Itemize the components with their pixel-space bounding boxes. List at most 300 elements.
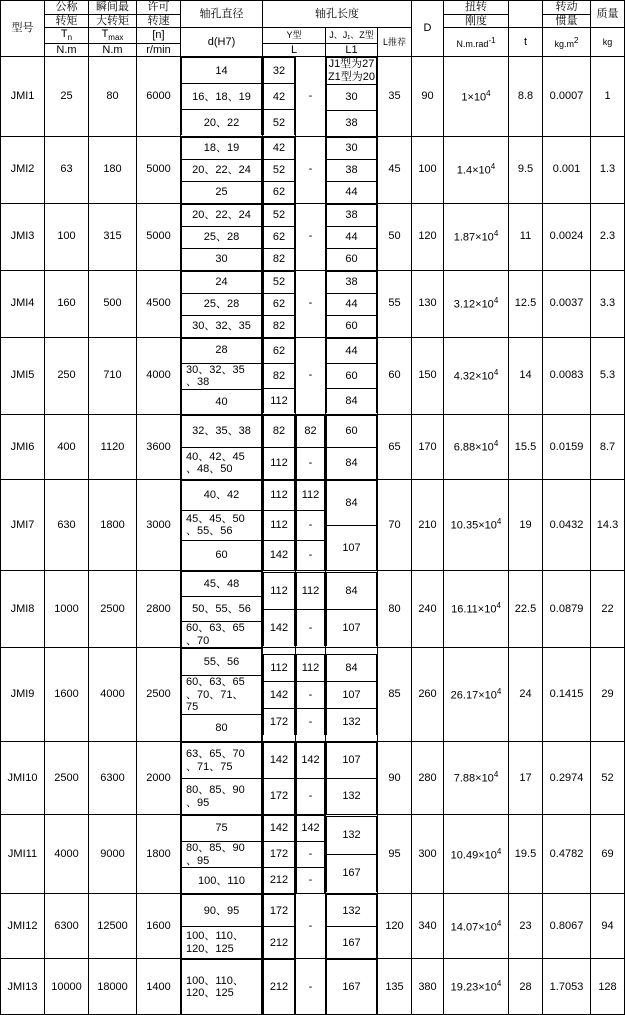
cell-L1-values bbox=[326, 270, 378, 337]
cell-L1-values bbox=[326, 57, 378, 136]
th-speed-l2: 转速 bbox=[137, 14, 181, 28]
cell-inertia: 0.0007 bbox=[543, 57, 591, 136]
L1-value: 38 bbox=[327, 271, 377, 293]
cell-t: 19 bbox=[509, 479, 543, 570]
bore-diameter-value: 100、110、 120、125 bbox=[182, 927, 262, 959]
th-speed-l1: 许可 bbox=[137, 1, 181, 15]
cell-bore-diameters bbox=[181, 270, 263, 337]
cell-speed: 2800 bbox=[137, 570, 181, 647]
th-speed-unit: r/min bbox=[137, 43, 181, 57]
cell-max-torque: 2500 bbox=[89, 570, 137, 647]
th-t-symbol: t bbox=[509, 28, 543, 57]
L-value: 52 bbox=[264, 271, 295, 293]
table-row bbox=[1, 894, 625, 959]
L1-value: 84 bbox=[327, 480, 377, 525]
cell-L-values bbox=[263, 959, 296, 1015]
bore-diameter-value: 50、55、56 bbox=[182, 596, 262, 621]
cell-speed: 4000 bbox=[137, 337, 181, 414]
L1-value: 84 bbox=[327, 447, 377, 479]
th-tn-symbol: $T_n$ bbox=[45, 28, 89, 43]
cell-model: JMI1 bbox=[1, 57, 45, 136]
th-mass-unit: kg bbox=[591, 28, 625, 57]
cell-stiffness: $4.32\times 10^4$ bbox=[444, 337, 509, 414]
cell-bore-diameters bbox=[181, 815, 263, 894]
bore-diameter-value: 20、22、24 bbox=[182, 159, 262, 181]
L1-value: 84 bbox=[327, 655, 377, 682]
cell-L1-values bbox=[326, 648, 378, 742]
cell-mass: 3.3 bbox=[591, 270, 625, 337]
cell-L-values bbox=[263, 648, 296, 742]
cell-inertia: 0.4782 bbox=[543, 815, 591, 894]
L-value: 112 bbox=[264, 655, 295, 682]
J-value: 82 bbox=[297, 415, 325, 447]
cell-speed: 2000 bbox=[137, 742, 181, 815]
cell-L-recommend: 60 bbox=[378, 337, 412, 414]
cell-max-torque: 18000 bbox=[89, 959, 137, 1015]
cell-model: JMI11 bbox=[1, 815, 45, 894]
cell-stiffness: $1.4\times 10^4$ bbox=[444, 136, 509, 203]
cell-nominal-torque: 160 bbox=[45, 270, 89, 337]
bore-diameter-value: 45、48 bbox=[182, 571, 262, 596]
L-value: 112 bbox=[264, 389, 295, 414]
cell-inertia: 0.1415 bbox=[543, 648, 591, 742]
L-value: 212 bbox=[264, 960, 295, 1015]
J-value: - bbox=[297, 540, 325, 570]
cell-stiffness: $1\times 10^4$ bbox=[444, 57, 509, 136]
cell-L-values bbox=[263, 479, 296, 570]
L1-value: 167 bbox=[327, 960, 377, 1015]
cell-stiffness: $16.11\times 10^4$ bbox=[444, 570, 509, 647]
cell-J-values: - bbox=[296, 959, 326, 1015]
cell-max-torque: 80 bbox=[89, 57, 137, 136]
bore-diameter-value: 16、18、19 bbox=[182, 84, 262, 110]
cell-L1-values bbox=[326, 742, 378, 815]
cell-nominal-torque: 630 bbox=[45, 479, 89, 570]
cell-stiffness: $10.49\times 10^4$ bbox=[444, 815, 509, 894]
L-value: 142 bbox=[264, 540, 295, 570]
cell-model: JMI7 bbox=[1, 479, 45, 570]
table-row bbox=[1, 414, 625, 479]
L-value: 142 bbox=[264, 816, 295, 842]
cell-D: 260 bbox=[412, 648, 444, 742]
th-mass-l1: 质量 bbox=[591, 1, 625, 28]
th-stiffness-l2: 刚度 bbox=[444, 14, 509, 28]
cell-stiffness: $6.88\times 10^4$ bbox=[444, 414, 509, 479]
cell-t: 14 bbox=[509, 337, 543, 414]
L1-value: 60 bbox=[327, 248, 377, 270]
L1-value: 132 bbox=[327, 779, 377, 815]
cell-speed: 1600 bbox=[137, 894, 181, 959]
cell-L-values bbox=[263, 337, 296, 414]
L-value: 172 bbox=[264, 779, 295, 815]
J-value: 112 bbox=[297, 480, 325, 510]
bore-diameter-value: 40、42、45 、48、50 bbox=[182, 447, 262, 479]
L1-value: 60 bbox=[327, 315, 377, 337]
table-row bbox=[1, 479, 625, 570]
L1-value: 44 bbox=[327, 181, 377, 203]
bore-diameter-value: 80、85、90 、95 bbox=[182, 779, 262, 815]
table-row bbox=[1, 648, 625, 742]
bore-diameter-value: 18、19 bbox=[182, 137, 262, 159]
cell-L-values bbox=[263, 203, 296, 270]
cell-bore-diameters bbox=[181, 894, 263, 959]
cell-inertia: 1.7053 bbox=[543, 959, 591, 1015]
cell-L1-values bbox=[326, 570, 378, 647]
th-speed-symbol: [n] bbox=[137, 28, 181, 43]
cell-model: JMI12 bbox=[1, 894, 45, 959]
cell-inertia: 0.2974 bbox=[543, 742, 591, 815]
L-value: 82 bbox=[264, 315, 295, 337]
L-value: 52 bbox=[264, 159, 295, 181]
th-max-torque-l1: 瞬间最 bbox=[89, 1, 137, 15]
cell-speed: 3000 bbox=[137, 479, 181, 570]
bore-diameter-value: 40 bbox=[182, 389, 262, 414]
L1-value: 167 bbox=[327, 855, 377, 893]
cell-D: 240 bbox=[412, 570, 444, 647]
th-inertia-unit: kg.m2 bbox=[543, 28, 591, 57]
bore-diameter-value: 25、28 bbox=[182, 226, 262, 248]
cell-t: 8.8 bbox=[509, 57, 543, 136]
cell-L-recommend: 45 bbox=[378, 136, 412, 203]
cell-max-torque: 9000 bbox=[89, 815, 137, 894]
cell-t: 22.5 bbox=[509, 570, 543, 647]
cell-bore-diameters bbox=[181, 570, 263, 647]
L1-value: 44 bbox=[327, 226, 377, 248]
cell-stiffness: $26.17\times 10^4$ bbox=[444, 648, 509, 742]
L-value: 212 bbox=[264, 927, 295, 959]
cell-mass: 8.7 bbox=[591, 414, 625, 479]
bore-diameter-value: 30、32、35 、38 bbox=[182, 363, 262, 389]
L-value: 62 bbox=[264, 293, 295, 315]
J-value: 142 bbox=[297, 816, 325, 842]
cell-nominal-torque: 4000 bbox=[45, 815, 89, 894]
th-t-blank bbox=[509, 1, 543, 28]
bore-diameter-value: 60、63、65 、70、71、 75 bbox=[182, 676, 262, 715]
bore-diameter-value: 63、65、70 、71、75 bbox=[182, 743, 262, 779]
L-value: 142 bbox=[264, 610, 295, 647]
cell-bore-diameters bbox=[181, 959, 263, 1015]
cell-inertia: 0.8067 bbox=[543, 894, 591, 959]
cell-mass: 14.3 bbox=[591, 479, 625, 570]
bore-diameter-value: 20、22 bbox=[182, 110, 262, 136]
L1-value: 60 bbox=[327, 415, 377, 447]
cell-speed: 6000 bbox=[137, 57, 181, 136]
cell-mass: 2.3 bbox=[591, 203, 625, 270]
cell-stiffness: $7.88\times 10^4$ bbox=[444, 742, 509, 815]
table-row bbox=[1, 337, 625, 414]
cell-J-values: - bbox=[296, 894, 326, 959]
cell-L1-values bbox=[326, 815, 378, 894]
J-value: - bbox=[297, 842, 325, 868]
J-value: - bbox=[297, 709, 325, 736]
cell-J-values bbox=[296, 815, 326, 894]
cell-bore-diameters bbox=[181, 414, 263, 479]
cell-D: 280 bbox=[412, 742, 444, 815]
cell-nominal-torque: 1000 bbox=[45, 570, 89, 647]
L-value: 112 bbox=[264, 480, 295, 510]
th-bore-length: 轴孔长度 bbox=[263, 1, 412, 28]
cell-t: 9.5 bbox=[509, 136, 543, 203]
cell-mass: 5.3 bbox=[591, 337, 625, 414]
cell-nominal-torque: 400 bbox=[45, 414, 89, 479]
cell-t: 12.5 bbox=[509, 270, 543, 337]
cell-L-recommend: 85 bbox=[378, 648, 412, 742]
cell-D: 150 bbox=[412, 337, 444, 414]
cell-nominal-torque: 100 bbox=[45, 203, 89, 270]
L1-value: J1型为27 Z1型为20 bbox=[327, 58, 376, 83]
cell-D: 120 bbox=[412, 203, 444, 270]
th-model: 型号 bbox=[1, 1, 45, 57]
L1-value: 30 bbox=[327, 137, 377, 159]
cell-max-torque: 710 bbox=[89, 337, 137, 414]
cell-speed: 5000 bbox=[137, 203, 181, 270]
cell-max-torque: 4000 bbox=[89, 648, 137, 742]
L1-value: 30 bbox=[327, 84, 377, 110]
J-value: 142 bbox=[297, 743, 325, 779]
cell-D: 90 bbox=[412, 57, 444, 136]
table-row bbox=[1, 742, 625, 815]
cell-L1-values bbox=[326, 414, 378, 479]
J-value: - bbox=[297, 610, 325, 647]
table-row bbox=[1, 203, 625, 270]
cell-max-torque: 180 bbox=[89, 136, 137, 203]
cell-speed: 5000 bbox=[137, 136, 181, 203]
cell-L-values bbox=[263, 136, 296, 203]
cell-mass: 22 bbox=[591, 570, 625, 647]
cell-bore-diameters bbox=[181, 742, 263, 815]
th-D: D bbox=[412, 1, 444, 57]
cell-t: 11 bbox=[509, 203, 543, 270]
cell-max-torque: 6300 bbox=[89, 742, 137, 815]
L-value: 172 bbox=[264, 842, 295, 868]
th-bore-d-h7: d(H7) bbox=[181, 28, 263, 57]
table-row bbox=[1, 270, 625, 337]
L1-value: 107 bbox=[327, 682, 377, 709]
cell-D: 340 bbox=[412, 894, 444, 959]
cell-L-values bbox=[263, 414, 296, 479]
th-l-recommend: L推荐 bbox=[378, 28, 412, 57]
table-body bbox=[1, 57, 625, 1015]
bore-diameter-value: 25、28 bbox=[182, 293, 262, 315]
cell-L1-values bbox=[326, 136, 378, 203]
cell-model: JMI13 bbox=[1, 959, 45, 1015]
bore-diameter-value: 100、110、 120、125 bbox=[182, 960, 262, 1015]
cell-J-values: - bbox=[296, 57, 326, 136]
cell-D: 300 bbox=[412, 815, 444, 894]
cell-t: 15.5 bbox=[509, 414, 543, 479]
L-value: 62 bbox=[264, 181, 295, 203]
J-value: 112 bbox=[297, 655, 325, 682]
L-value: 112 bbox=[264, 447, 295, 479]
th-nominal-torque-l2: 转矩 bbox=[45, 14, 89, 28]
cell-D: 210 bbox=[412, 479, 444, 570]
L1-value: 107 bbox=[327, 610, 377, 647]
L1-value: 84 bbox=[327, 573, 377, 610]
L-value: 42 bbox=[264, 137, 295, 159]
cell-mass: 1.3 bbox=[591, 136, 625, 203]
L1-value: 167 bbox=[327, 927, 377, 959]
cell-max-torque: 12500 bbox=[89, 894, 137, 959]
L1-value: 132 bbox=[327, 817, 377, 855]
J-value: - bbox=[297, 682, 325, 709]
L-value: 82 bbox=[264, 248, 295, 270]
bore-diameter-value: 30、32、35 bbox=[182, 315, 262, 337]
L-value: 212 bbox=[264, 868, 295, 894]
cell-stiffness: $3.12\times 10^4$ bbox=[444, 270, 509, 337]
cell-max-torque: 500 bbox=[89, 270, 137, 337]
cell-L-recommend: 95 bbox=[378, 815, 412, 894]
bore-diameter-value: 60 bbox=[182, 540, 262, 570]
L1-value: 60 bbox=[327, 364, 377, 389]
cell-speed: 2500 bbox=[137, 648, 181, 742]
cell-L-values bbox=[263, 815, 296, 894]
L1-value: 132 bbox=[327, 895, 377, 927]
L-value: 62 bbox=[264, 226, 295, 248]
cell-inertia: 0.0024 bbox=[543, 203, 591, 270]
cell-nominal-torque: 1600 bbox=[45, 648, 89, 742]
cell-L-values bbox=[263, 270, 296, 337]
cell-L-recommend: 65 bbox=[378, 414, 412, 479]
cell-stiffness: $14.07\times 10^4$ bbox=[444, 894, 509, 959]
cell-J-values bbox=[296, 570, 326, 647]
th-max-torque-l2: 大转矩 bbox=[89, 14, 137, 28]
th-y-type: Y型 bbox=[263, 28, 326, 43]
bore-diameter-value: 32、35、38 bbox=[182, 415, 262, 447]
cell-t: 19.5 bbox=[509, 815, 543, 894]
L-value: 142 bbox=[264, 743, 295, 779]
L-value: 62 bbox=[264, 339, 295, 364]
cell-J-values bbox=[296, 479, 326, 570]
cell-J-values bbox=[296, 742, 326, 815]
L1-value: 44 bbox=[327, 293, 377, 315]
cell-L-recommend: 80 bbox=[378, 570, 412, 647]
th-stiffness-l1: 扭转 bbox=[444, 1, 509, 15]
L-value: 82 bbox=[264, 415, 295, 447]
cell-inertia: 0.0432 bbox=[543, 479, 591, 570]
cell-speed: 1400 bbox=[137, 959, 181, 1015]
cell-t: 24 bbox=[509, 648, 543, 742]
cell-max-torque: 1800 bbox=[89, 479, 137, 570]
cell-L-values bbox=[263, 57, 296, 136]
cell-L-recommend: 120 bbox=[378, 894, 412, 959]
L-value: 112 bbox=[264, 573, 295, 610]
header-row-1 bbox=[1, 1, 625, 15]
cell-mass: 29 bbox=[591, 648, 625, 742]
cell-model: JMI10 bbox=[1, 742, 45, 815]
J-value: - bbox=[297, 510, 325, 540]
th-L1: L1 bbox=[326, 43, 378, 57]
cell-L-recommend: 55 bbox=[378, 270, 412, 337]
cell-L1-values bbox=[326, 337, 378, 414]
cell-L-values bbox=[263, 894, 296, 959]
J-value: - bbox=[297, 779, 325, 815]
bore-diameter-value: 60、63、65 、70 bbox=[182, 621, 262, 647]
cell-nominal-torque: 10000 bbox=[45, 959, 89, 1015]
cell-L1-values bbox=[326, 203, 378, 270]
cell-mass: 128 bbox=[591, 959, 625, 1015]
table-row bbox=[1, 959, 625, 1015]
cell-stiffness: $1.87\times 10^4$ bbox=[444, 203, 509, 270]
cell-L-recommend: 90 bbox=[378, 742, 412, 815]
cell-L-recommend: 135 bbox=[378, 959, 412, 1015]
cell-model: JMI6 bbox=[1, 414, 45, 479]
bore-diameter-value: 40、42 bbox=[182, 480, 262, 510]
table-row bbox=[1, 136, 625, 203]
L-value: 32 bbox=[264, 58, 295, 84]
L1-value: 84 bbox=[327, 389, 377, 414]
cell-bore-diameters bbox=[181, 136, 263, 203]
L-value: 82 bbox=[264, 364, 295, 389]
bore-diameter-value: 25 bbox=[182, 181, 262, 203]
cell-L-recommend: 35 bbox=[378, 57, 412, 136]
cell-bore-diameters bbox=[181, 203, 263, 270]
cell-inertia: 0.0159 bbox=[543, 414, 591, 479]
th-inertia-l1: 转动 bbox=[543, 1, 591, 15]
th-bore-diameter: 轴孔直径 bbox=[181, 1, 263, 28]
cell-bore-diameters bbox=[181, 479, 263, 570]
bore-diameter-value: 28 bbox=[182, 338, 262, 363]
cell-J-values: - bbox=[296, 203, 326, 270]
cell-nominal-torque: 6300 bbox=[45, 894, 89, 959]
cell-L1-values bbox=[326, 959, 378, 1015]
cell-t: 17 bbox=[509, 742, 543, 815]
bore-diameter-value: 90、95 bbox=[182, 895, 262, 927]
cell-model: JMI2 bbox=[1, 136, 45, 203]
bore-diameter-value: 100、110 bbox=[182, 868, 262, 894]
cell-mass: 69 bbox=[591, 815, 625, 894]
cell-nominal-torque: 63 bbox=[45, 136, 89, 203]
th-L: L bbox=[263, 43, 326, 57]
cell-model: JMI3 bbox=[1, 203, 45, 270]
cell-L-values bbox=[263, 742, 296, 815]
cell-L1-values bbox=[326, 479, 378, 570]
L1-value: 38 bbox=[327, 159, 377, 181]
cell-model: JMI8 bbox=[1, 570, 45, 647]
cell-L1-values bbox=[326, 894, 378, 959]
cell-nominal-torque: 25 bbox=[45, 57, 89, 136]
L1-value: 107 bbox=[327, 743, 377, 779]
table-row bbox=[1, 815, 625, 894]
L-value: 42 bbox=[264, 84, 295, 110]
cell-inertia: 0.0879 bbox=[543, 570, 591, 647]
L1-value: 38 bbox=[327, 110, 377, 136]
L-value: 52 bbox=[264, 204, 295, 226]
cell-D: 100 bbox=[412, 136, 444, 203]
cell-inertia: 0.001 bbox=[543, 136, 591, 203]
L-value: 172 bbox=[264, 895, 295, 927]
cell-nominal-torque: 2500 bbox=[45, 742, 89, 815]
bore-diameter-value: 45、45、50 、55、56 bbox=[182, 510, 262, 540]
bore-diameter-value: 80、85、90 、95 bbox=[182, 842, 262, 868]
cell-J-values: - bbox=[296, 136, 326, 203]
cell-model: JMI5 bbox=[1, 337, 45, 414]
J-value: - bbox=[297, 447, 325, 479]
bore-diameter-value: 30 bbox=[182, 248, 262, 270]
th-nominal-torque-l1: 公称 bbox=[45, 1, 89, 15]
header-row-3 bbox=[1, 28, 625, 43]
cell-nominal-torque: 250 bbox=[45, 337, 89, 414]
cell-inertia: 0.0083 bbox=[543, 337, 591, 414]
L1-value: 132 bbox=[327, 709, 377, 736]
cell-bore-diameters bbox=[181, 337, 263, 414]
cell-speed: 3600 bbox=[137, 414, 181, 479]
cell-t: 28 bbox=[509, 959, 543, 1015]
cell-D: 130 bbox=[412, 270, 444, 337]
cell-J-values: - bbox=[296, 337, 326, 414]
bore-diameter-value: 75 bbox=[182, 816, 262, 842]
cell-model: JMI9 bbox=[1, 648, 45, 742]
th-tn-unit: N.m bbox=[45, 43, 89, 57]
